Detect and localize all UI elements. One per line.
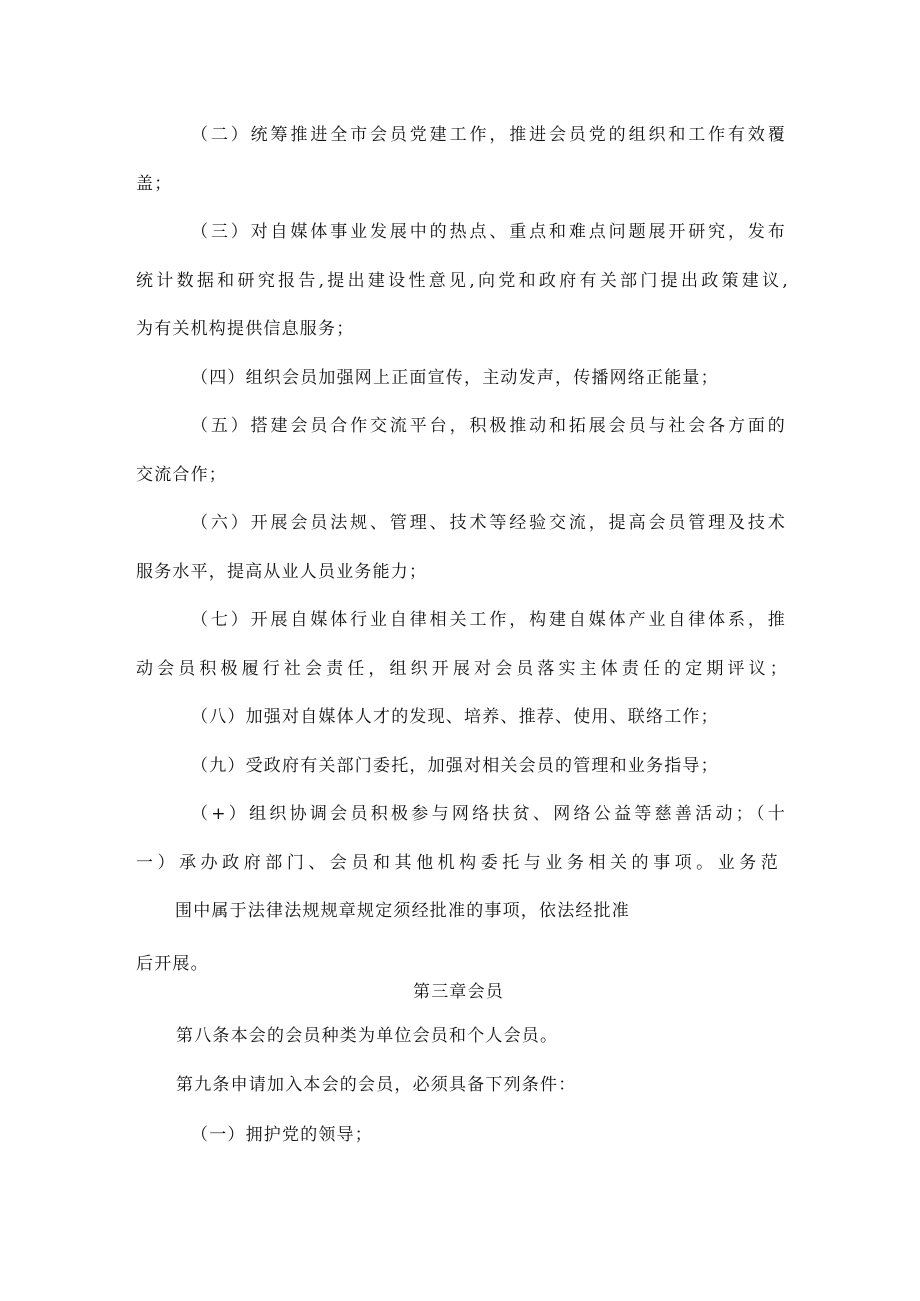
- text-line: （五）搭建会员合作交流平台，积极推动和拓展会员与社会各方面的: [191, 416, 786, 436]
- text-line: 为有关机构提供信息服务；: [136, 319, 355, 339]
- text-line: （二）统筹推进全市会员党建工作，推进会员党的组织和工作有效覆: [191, 125, 786, 145]
- text-line: （+）组织协调会员积极参与网络扶贫、网络公益等慈善活动；（十: [191, 804, 786, 824]
- text-line: 一）承办政府部门、会员和其他机构委托与业务相关的事项。业务范: [136, 853, 779, 873]
- chapter-heading: 第三章会员: [413, 982, 504, 1002]
- text-line: 第八条本会的会员种类为单位会员和个人会员。: [176, 1026, 559, 1046]
- text-line: 服务水平，提高从业人员业务能力；: [136, 562, 428, 582]
- text-line: 统计数据和研究报告,提出建设性意见,向党和政府有关部门提出政策建议,: [136, 271, 788, 291]
- text-line: （四）组织会员加强网上正面宣传，主动发声，传播网络正能量；: [191, 368, 719, 388]
- text-line: 围中属于法律法规规章规定须经批准的事项，依法经批准: [175, 901, 630, 921]
- text-line: （一）拥护党的领导；: [191, 1125, 373, 1145]
- text-line: （八）加强对自媒体人才的发现、培养、推荐、使用、联络工作；: [191, 707, 719, 727]
- text-line: 后开展。: [136, 954, 209, 974]
- text-line: （九）受政府有关部门委托，加强对相关会员的管理和业务指导；: [191, 756, 719, 776]
- text-line: （三）对自媒体事业发展中的热点、重点和难点问题展开研究，发布: [191, 222, 786, 242]
- text-line: （七）开展自媒体行业自律相关工作，构建自媒体产业自律体系，推: [191, 610, 786, 630]
- text-line: 盖；: [136, 174, 173, 194]
- text-line: 交流合作；: [136, 465, 227, 485]
- text-line: 动会员积极履行社会责任，组织开展对会员落实主体责任的定期评议；: [136, 659, 788, 679]
- text-line: （六）开展会员法规、管理、技术等经验交流，提高会员管理及技术: [191, 513, 786, 533]
- text-line: 第九条申请加入本会的会员，必须具备下列条件：: [176, 1075, 577, 1095]
